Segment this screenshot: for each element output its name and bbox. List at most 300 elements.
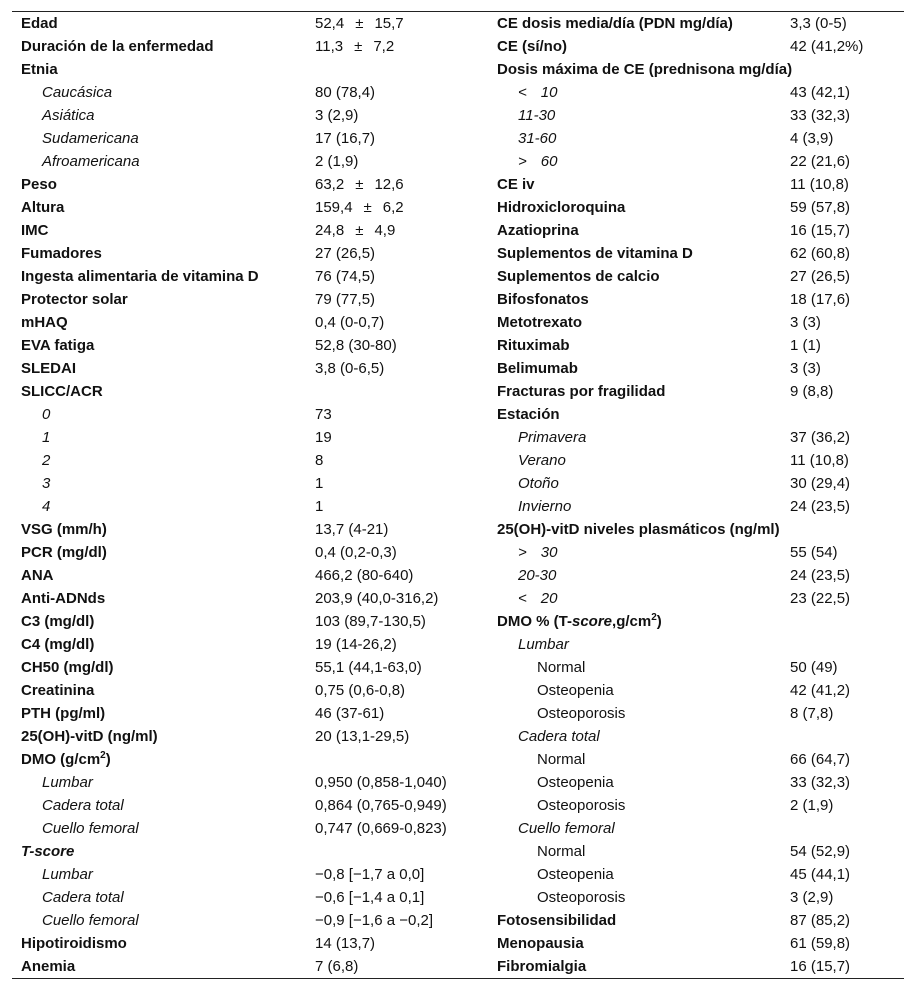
row-value [315, 12, 404, 35]
table-row [21, 955, 497, 978]
row-label [21, 265, 259, 288]
table-row [21, 679, 497, 702]
row-value: 1 [315, 475, 324, 492]
row-label-text: Cadera total [42, 889, 124, 906]
row-label-text: 10 [540, 84, 558, 101]
row-label [21, 35, 214, 58]
table-row [21, 794, 497, 817]
row-value: 55 (54) [790, 544, 838, 561]
row-label [497, 242, 693, 265]
row-label [21, 518, 107, 541]
row-value: 16 (15,7) [790, 958, 851, 975]
row-label-text: Dosis máxima de CE (prednisona mg/día) [497, 61, 793, 78]
row-value: 7 (6,8) [315, 958, 359, 975]
row-label-text: Belimumab [497, 360, 578, 377]
row-label [497, 817, 615, 840]
mean-value: 11,3 [315, 38, 344, 55]
row-label [21, 886, 124, 909]
row-label-text: SLICC/ACR [21, 383, 103, 400]
row-label [497, 679, 614, 702]
row-label [497, 219, 579, 242]
row-value: −0,9 [−1,6 a −0,2] [315, 912, 434, 929]
table-row [21, 541, 497, 564]
sd-value: 12,6 [374, 176, 404, 193]
row-label-text: Cuello femoral [518, 820, 615, 837]
row-label-text-2: ,g/cm [612, 613, 652, 630]
row-value: 0,75 (0,6-0,8) [315, 682, 406, 699]
row-label [497, 840, 585, 863]
row-label [497, 58, 792, 81]
row-value: 42 (41,2%) [790, 38, 864, 55]
row-label [21, 633, 94, 656]
row-value: 37 (36,2) [790, 429, 851, 446]
row-value: 103 (89,7-130,5) [315, 613, 426, 630]
row-value [315, 196, 404, 219]
row-label-text: Metotrexato [497, 314, 583, 331]
table-row [21, 12, 497, 35]
row-label [497, 909, 616, 932]
row-label [497, 104, 555, 127]
row-label-text: 1 [42, 429, 51, 446]
row-label [21, 104, 95, 127]
row-label-text: Estación [497, 406, 560, 423]
row-value: 2 (1,9) [315, 153, 359, 170]
row-label [497, 863, 614, 886]
row-value: 50 (49) [790, 659, 838, 676]
row-label [21, 495, 50, 518]
row-label-text: Asiática [42, 107, 95, 124]
row-label [21, 150, 140, 173]
row-label-text: ANA [21, 567, 54, 584]
row-label-text: Cadera total [518, 728, 600, 745]
row-label [21, 334, 94, 357]
sd-value: 4,9 [374, 222, 396, 239]
row-label-text: Normal [537, 843, 586, 860]
table-row [497, 81, 904, 104]
table-row [497, 679, 904, 702]
row-value [315, 173, 404, 196]
row-label [497, 771, 614, 794]
row-value: 0,4 (0,2-0,3) [315, 544, 397, 561]
row-label [497, 564, 556, 587]
row-value: 27 (26,5) [790, 268, 851, 285]
row-label [497, 380, 665, 403]
plus-minus-sign: ± [355, 176, 364, 193]
sd-value: 7,2 [373, 38, 395, 55]
row-label-text: 2 [42, 452, 51, 469]
row-label-tail: ) [656, 613, 662, 630]
plus-minus-sign: ± [355, 15, 364, 32]
row-label [497, 35, 567, 58]
left-column [12, 12, 497, 978]
row-label [21, 127, 139, 150]
row-label-text: T-score [21, 843, 75, 860]
table-row [497, 196, 904, 219]
row-label-text: Protector solar [21, 291, 128, 308]
row-value: −0,8 [−1,7 a 0,0] [315, 866, 425, 883]
row-label-text: 3 [42, 475, 51, 492]
row-value: 23 (22,5) [790, 590, 851, 607]
table-row [21, 863, 497, 886]
row-label [21, 610, 94, 633]
row-label-text: Primavera [518, 429, 587, 446]
comparator-sign: > [518, 153, 527, 170]
table-row [497, 587, 904, 610]
table-row [21, 403, 497, 426]
row-label-text: Hipotiroidismo [21, 935, 127, 952]
row-label [21, 426, 50, 449]
row-label-text: Menopausia [497, 935, 584, 952]
mean-value: 24,8 [315, 222, 345, 239]
table-row [497, 863, 904, 886]
mean-value: 52,4 [315, 15, 345, 32]
table-row [21, 449, 497, 472]
row-value: 2 (1,9) [790, 797, 834, 814]
table-row [21, 748, 497, 771]
row-label-text: Peso [21, 176, 57, 193]
row-label [497, 127, 556, 150]
row-label [497, 633, 569, 656]
row-label [21, 288, 128, 311]
row-value: 4 (3,9) [790, 130, 834, 147]
row-label-text: 60 [540, 153, 558, 170]
row-label [21, 748, 111, 771]
table-row [497, 472, 904, 495]
row-value: 24 (23,5) [790, 567, 851, 584]
row-value: 0,747 (0,669-0,823) [315, 820, 447, 837]
row-value: 59 (57,8) [790, 199, 851, 216]
row-label [21, 840, 74, 863]
row-value: 66 (64,7) [790, 751, 851, 768]
row-value: 46 (37-61) [315, 705, 385, 722]
row-value: 3 (3) [790, 314, 821, 331]
plus-minus-sign: ± [354, 38, 363, 55]
row-value: 22 (21,6) [790, 153, 851, 170]
table-row [497, 748, 904, 771]
row-label [497, 12, 733, 35]
table-row [497, 518, 904, 541]
comparator-sign: < [518, 590, 527, 607]
table-row [21, 840, 497, 863]
row-label-text: Lumbar [42, 774, 93, 791]
table-row [497, 909, 904, 932]
row-label-text: C3 (mg/dl) [21, 613, 95, 630]
superscript: 2 [100, 750, 106, 761]
row-label [21, 81, 112, 104]
table-row [21, 288, 497, 311]
table-row [497, 886, 904, 909]
row-label-text: VSG (mm/h) [21, 521, 107, 538]
table-row [497, 495, 904, 518]
row-label-text: Bifosfonatos [497, 291, 589, 308]
row-label [497, 426, 586, 449]
row-label-text: mHAQ [21, 314, 68, 331]
table-row [497, 150, 904, 173]
row-value: 3 (3) [790, 360, 821, 377]
row-value: 33 (32,3) [790, 774, 851, 791]
row-label [497, 955, 586, 978]
table-row [21, 909, 497, 932]
table-row [21, 380, 497, 403]
table-row [497, 771, 904, 794]
row-value: 14 (13,7) [315, 935, 376, 952]
row-value: 17 (16,7) [315, 130, 376, 147]
row-value [315, 219, 395, 242]
row-label-text: Suplementos de calcio [497, 268, 660, 285]
row-label [497, 173, 535, 196]
row-label [497, 656, 585, 679]
table-row [21, 173, 497, 196]
row-label-text: C4 (mg/dl) [21, 636, 95, 653]
table-row [497, 242, 904, 265]
table-row [21, 150, 497, 173]
table-row [21, 518, 497, 541]
row-label-text: 25(OH)-vitD (ng/ml) [21, 728, 158, 745]
row-value: 87 (85,2) [790, 912, 851, 929]
row-value: 20 (13,1-29,5) [315, 728, 410, 745]
table-row [21, 196, 497, 219]
row-label [497, 794, 625, 817]
table-row [497, 794, 904, 817]
row-label [21, 449, 50, 472]
row-label-text: Normal [537, 751, 586, 768]
plus-minus-sign: ± [355, 222, 364, 239]
row-label-text: Suplementos de vitamina D [497, 245, 693, 262]
table-row [21, 35, 497, 58]
row-label [497, 702, 625, 725]
row-value: 79 (77,5) [315, 291, 376, 308]
table-row [497, 633, 904, 656]
row-label-text: SLEDAI [21, 360, 77, 377]
row-value: 80 (78,4) [315, 84, 376, 101]
table-row [497, 311, 904, 334]
row-label-text: Otoño [518, 475, 559, 492]
table-row [21, 426, 497, 449]
row-label [21, 403, 50, 426]
row-value: −0,6 [−1,4 a 0,1] [315, 889, 425, 906]
row-label-text: Osteoporosis [537, 705, 626, 722]
row-label [21, 817, 139, 840]
row-value: 55,1 (44,1-63,0) [315, 659, 422, 676]
table-row [497, 955, 904, 978]
row-label-text: 0 [42, 406, 51, 423]
row-label [21, 311, 68, 334]
row-label-text: DMO % (T- [497, 613, 572, 630]
row-label [21, 587, 105, 610]
row-label-text: Osteopenia [537, 682, 614, 699]
plus-minus-sign: ± [363, 199, 372, 216]
row-label-text: DMO (g/cm [21, 751, 101, 768]
row-label [21, 955, 75, 978]
row-label-text: Lumbar [42, 866, 93, 883]
row-label [21, 380, 103, 403]
table-columns [12, 12, 904, 978]
table-row [21, 817, 497, 840]
table-row [21, 886, 497, 909]
table-row [21, 725, 497, 748]
row-label [21, 679, 94, 702]
row-label [21, 794, 124, 817]
row-label-text: Azatioprina [497, 222, 579, 239]
row-label-text: 30 [540, 544, 558, 561]
row-value: 33 (32,3) [790, 107, 851, 124]
row-value: 1 (1) [790, 337, 821, 354]
table-row [21, 334, 497, 357]
row-value: 11 (10,8) [790, 176, 849, 193]
row-value: 8 [315, 452, 324, 469]
row-value: 52,8 (30-80) [315, 337, 397, 354]
table-row [21, 311, 497, 334]
row-value: 0,950 (0,858-1,040) [315, 774, 447, 791]
table-row [21, 242, 497, 265]
row-label-text: Osteoporosis [537, 797, 626, 814]
mean-value: 63,2 [315, 176, 345, 193]
row-label [497, 311, 582, 334]
row-value: 19 (14-26,2) [315, 636, 397, 653]
row-label [21, 472, 50, 495]
sd-value: 6,2 [382, 199, 404, 216]
row-label-text: Hidroxicloroquina [497, 199, 626, 216]
row-label [21, 863, 93, 886]
table-row [497, 127, 904, 150]
superscript: 2 [651, 612, 657, 623]
row-label-text: 20-30 [518, 567, 557, 584]
row-label-text: Anemia [21, 958, 76, 975]
row-value: 43 (42,1) [790, 84, 851, 101]
row-label-text: Lumbar [518, 636, 569, 653]
row-label-text: Fibromialgia [497, 958, 587, 975]
row-label-text: CE (sí/no) [497, 38, 567, 55]
row-label [21, 725, 158, 748]
row-label-text: CH50 (mg/dl) [21, 659, 114, 676]
table-row [497, 449, 904, 472]
mean-value: 159,4 [315, 199, 353, 216]
table-row [497, 702, 904, 725]
row-label [21, 219, 49, 242]
row-label-text: Ingesta alimentaria de vitamina D [21, 268, 259, 285]
row-value: 19 [315, 429, 332, 446]
table-row [497, 380, 904, 403]
row-value: 8 (7,8) [790, 705, 834, 722]
row-value: 54 (52,9) [790, 843, 851, 860]
row-label [497, 541, 557, 564]
row-label-text: Altura [21, 199, 65, 216]
table-row [21, 265, 497, 288]
row-value: 61 (59,8) [790, 935, 851, 952]
table-row [497, 610, 904, 633]
table-row [21, 702, 497, 725]
row-value: 11 (10,8) [790, 452, 849, 469]
row-value: 466,2 (80-640) [315, 567, 414, 584]
row-label-text: 4 [42, 498, 51, 515]
row-value: 62 (60,8) [790, 245, 851, 262]
row-label-text: Etnia [21, 61, 58, 78]
row-label-text: 20 [540, 590, 558, 607]
row-label-text: Cadera total [42, 797, 124, 814]
row-value [315, 35, 394, 58]
table-row [21, 564, 497, 587]
table-row [21, 357, 497, 380]
row-label [497, 150, 557, 173]
row-label-text: Creatinina [21, 682, 95, 699]
row-label-text: Rituximab [497, 337, 570, 354]
row-label [21, 242, 102, 265]
row-label-tail: ) [105, 751, 111, 768]
row-label-text: Osteoporosis [537, 889, 626, 906]
row-label-text: PCR (mg/dl) [21, 544, 107, 561]
row-label-text: CE iv [497, 176, 535, 193]
right-column [497, 12, 904, 978]
table-row [497, 58, 904, 81]
row-label [497, 288, 589, 311]
table-row [21, 81, 497, 104]
table-row [497, 426, 904, 449]
table-row [497, 219, 904, 242]
table-row [21, 633, 497, 656]
table-row [497, 173, 904, 196]
row-label [497, 610, 662, 633]
row-label [497, 334, 570, 357]
row-label-text: Fracturas por fragilidad [497, 383, 666, 400]
table-row [21, 127, 497, 150]
table-row [21, 610, 497, 633]
table-row [21, 656, 497, 679]
row-label-text: 25(OH)-vitD niveles plasmáticos (ng/ml) [497, 521, 780, 538]
table-row [497, 932, 904, 955]
row-label-text: IMC [21, 222, 49, 239]
row-label [21, 771, 93, 794]
table-row [497, 817, 904, 840]
row-value: 3,3 (0-5) [790, 15, 847, 32]
table-row [497, 656, 904, 679]
row-label [497, 449, 566, 472]
table-row [497, 265, 904, 288]
table-row [497, 12, 904, 35]
row-label [497, 472, 559, 495]
row-label [21, 656, 114, 679]
table-row [21, 472, 497, 495]
row-value: 24 (23,5) [790, 498, 851, 515]
row-label-text: Caucásica [42, 84, 113, 101]
row-value: 42 (41,2) [790, 682, 851, 699]
row-value: 1 [315, 498, 324, 515]
row-label [497, 495, 571, 518]
row-label-text: Afroamericana [42, 153, 140, 170]
row-value: 9 (8,8) [790, 383, 834, 400]
row-label-text: Sudamericana [42, 130, 139, 147]
comparator-sign: > [518, 544, 527, 561]
table-row [497, 288, 904, 311]
row-label [497, 932, 584, 955]
row-value: 0,864 (0,765-0,949) [315, 797, 447, 814]
row-label [21, 541, 107, 564]
table-row [497, 403, 904, 426]
table-row [21, 771, 497, 794]
row-label [21, 909, 139, 932]
row-label [21, 702, 105, 725]
row-value: 3 (2,9) [790, 889, 834, 906]
table-row [497, 725, 904, 748]
table-row [21, 219, 497, 242]
row-label [21, 173, 57, 196]
row-label-text: Osteopenia [537, 774, 614, 791]
row-value: 30 (29,4) [790, 475, 851, 492]
row-value: 18 (17,6) [790, 291, 851, 308]
row-label [497, 725, 600, 748]
row-value: 0,4 (0-0,7) [315, 314, 385, 331]
row-label-text: CE dosis media/día (PDN mg/día) [497, 15, 733, 32]
table-row [497, 564, 904, 587]
